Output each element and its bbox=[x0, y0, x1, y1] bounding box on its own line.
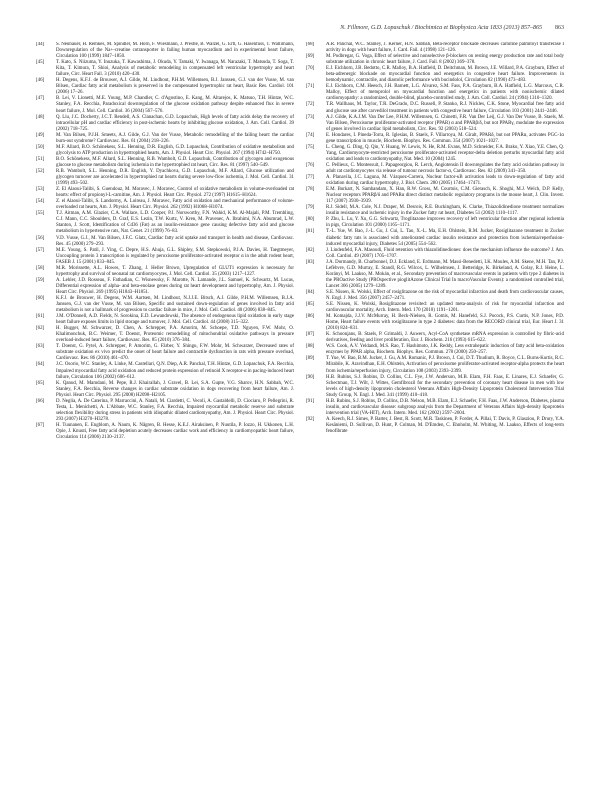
reference-item bbox=[306, 399, 564, 417]
reference-text: J.M. O'Donnell, A.D. Fields, N. Sorokina, E.D. Lewandowski, The absence of endogenous lipid oxidation in early stage heart failure exposes limits in lipid storage and turnover, J. Mol. Cell. Cardiol. 44 (2008) 315–322. bbox=[56, 314, 294, 326]
reference-item bbox=[306, 66, 564, 84]
reference-column-left bbox=[36, 42, 294, 780]
reference-item bbox=[36, 381, 294, 399]
reference-item bbox=[306, 375, 564, 399]
reference-text: S.E. Nissen, K. Wolski, Rosiglitazone revisited: an updated meta-analysis of risk for myocardial infarction and cardiovascular mortality, Arch. Intern. Med. 170 (2010) 1191–1201. bbox=[326, 302, 564, 314]
reference-number: [65] bbox=[36, 380, 45, 386]
reference-number: [62] bbox=[36, 326, 45, 332]
reference-item bbox=[36, 145, 294, 157]
reference-text: T.R. Wallhaus, M. Taylor, T.R. DeGrado, D.C. Russell, P. Stanko, R.J. Nickles, C.K. Stone, Myocardial free fatty acid and glucose use after carvedilol treatment in patients with congestive heart failure, Circulation 103 (2001) 2441–2446. bbox=[326, 102, 564, 114]
reference-number: [74] bbox=[306, 132, 315, 138]
reference-item bbox=[306, 260, 564, 290]
reference-number: [58] bbox=[36, 265, 45, 271]
reference-number: [71] bbox=[306, 84, 315, 90]
reference-text: W.S. Cook, A.V. Yeldandi, M.S. Rao, T. Hashimoto, J.K. Reddy, Less extrahepatic induction of fatty acid beta-oxidation enzymes by PPAR alpha, Biochem. Biophys. Res. Commun. 278 (2000) 250–257. bbox=[326, 344, 564, 356]
reference-number: [60] bbox=[36, 295, 45, 301]
reference-number: [75] bbox=[306, 144, 315, 150]
reference-item bbox=[36, 199, 294, 211]
reference-text: Q. Liu, J.C. Docherty, J.C.T. Rendell, A.S. Clanachan, G.D. Lopaschuk, High levels of fatty acids delay the recovery of intracellular pH and cardiac efficiency in post-ischemic hearts by inhibiting glucose oxidation, J. Am. Coll. Cardiol. 39 (2002) 718–725. bbox=[56, 114, 294, 132]
reference-number: [78] bbox=[306, 187, 315, 193]
reference-text: E.J. Eichhorn, J.B. Bedotto, C.R. Malloy, B.A. Hatfield, D. Deitchman, M. Brown, J.E. Willard, P.A. Grayburn, Effect of beta-adrenergic blockade on myocardial function and energetics in congestive heart failure. Improvements in hemodynamic, contractile, and diastolic performance with bucindolol, Circulation 82 (1990) 473–483. bbox=[326, 66, 564, 84]
page-number: 863 bbox=[555, 25, 564, 31]
reference-number: [61] bbox=[36, 314, 45, 320]
reference-number: [76] bbox=[306, 162, 315, 168]
reference-text: T. Yue, W. Bao, B.M. Jucker, J. Gu, A.M. Romanic, P.J. Brown, J. Cui, D.T. Thudium, R. Boyce, C.L. Burns-Kurtis, R.C. Mirabile, K. Aravindhan, E.H. Ohlstein, Activation of peroxisome proliferator-activated receptor-alpha protects the heart from ischemia/reperfusion injury, Circulation 108 (2003) 2393–2399. bbox=[326, 356, 564, 374]
reference-item bbox=[306, 84, 564, 102]
reference-number: [91] bbox=[306, 398, 315, 404]
reference-item bbox=[36, 314, 294, 326]
reference-number: [83] bbox=[306, 259, 315, 265]
reference-text: T.J. Aitman, A.M. Glazier, C.A. Wallace, L.D. Cooper, P.J. Norsworthy, F.N. Wahid, K.M. Al-Majali, P.M. Trembling, C.J. Mann, C.C. Shoulders, D. Graf, E.S. Lezin, T.W. Kurtz, V. Kren, M. Pravenec, A. Ibrahimi, N.A. Abumrad, L.W. Stanton, J. Scott, Identification of Cd36 (Fat) as an insulin-resistance gene causing defective fatty acid and glucose metabolism in hypertensive rats, Nat. Genet. 21 (1999) 76–83. bbox=[56, 211, 294, 235]
reference-columns bbox=[36, 42, 564, 780]
reference-number: [90] bbox=[306, 374, 315, 380]
reference-number: [86] bbox=[306, 314, 315, 320]
reference-item bbox=[36, 278, 294, 296]
reference-number: [63] bbox=[36, 344, 45, 350]
reference-text: E.J. Eichhorn, C.M. Heesch, J.H. Barnett, L.G. Alvarez, S.M. Fass, P.A. Grayburn, B.A. Hatfield, L.G. Marcoux, C.R. Malloy, Effect of metoprolol on myocardial function and energetics in patients with nonischemic dilated cardiomyopathy: a randomized, double-blind, placebo-controlled study, J. Am. Coll. Cardiol. 24 (1994) 1310–1320. bbox=[326, 84, 564, 102]
running-head: N. Fillmore, G.D. Lopaschuk / Biochimica et Biophysica Acta 1833 (2013) 857–865 bbox=[340, 25, 542, 31]
reference-item bbox=[36, 236, 294, 248]
reference-item bbox=[306, 217, 564, 229]
reference-column-right bbox=[306, 42, 564, 780]
reference-number: [73] bbox=[306, 114, 315, 120]
reference-item bbox=[306, 145, 564, 163]
reference-text: M. Komajda, J.J.V. McMurray, H. Beck-Nielsen, R. Gomis, M. Hanefeld, S.J. Pocock, P.S. Curtis, N.P. Jones, P.D. Home, Heart failure events with rosiglitazone in type 2 diabetes: data from the RECORD clinical trial, Eur. Heart J. 31 (2010) 824–831. bbox=[326, 314, 564, 332]
reference-number: [68] bbox=[306, 42, 315, 47]
reference-number: [52] bbox=[36, 168, 45, 174]
reference-item bbox=[306, 302, 564, 314]
reference-number: [54] bbox=[36, 199, 45, 205]
reference-number: [47] bbox=[36, 96, 45, 102]
reference-text: M.E. Young, S. Patil, J. Ying, C. Depre, H.S. Ahuja, G.L. Shipley, S.M. Stepkowski, P.J.A. Davies, H. Taegtmeyer, Uncoupling protein 3 transcription is regulated by peroxisome proliferator-activated receptor α in the adult rodent heart, FASEB J. 15 (2001) 833–845. bbox=[56, 247, 294, 265]
reference-number: [81] bbox=[306, 229, 315, 235]
reference-text: M. Podbregar, G. Voga, Effect of selective and nonselective β-blockers on resting energy production rate and total body substrate utilization in chronic heart failure, J. Card. Fail. 8 (2002) 369–378. bbox=[326, 54, 564, 66]
reference-number: [80] bbox=[306, 217, 315, 223]
reference-number: [82] bbox=[306, 247, 315, 253]
reference-text: T. Doenst, G. Pytel, A. Schrepper, P. Amorim, G. Färber, Y. Shingu, F.W. Mohr, M. Schwarzer, Decreased rates of substrate oxidation ex vivo predict the onset of heart failure and contractile dysfunction in rats with pressure overload, Cardiovasc. Res. 86 (2010) 461–470. bbox=[56, 344, 294, 362]
reference-item bbox=[36, 169, 294, 187]
reference-text: Z. El Alaoui-Talibi, S. Guendouz, M. Moravec, J. Moravec, Control of oxidative metabolism in volume-overloaded rat hearts: effect of propionyl-L-carnitine, Am. J. Physiol. Heart Circ. Physiol. 272 (1997) H1615–H1624. bbox=[56, 187, 294, 199]
reference-text: L. Cheng, G. Ding, Q. Qin, Y. Huang, W. Lewis, N. He, R.M. Evans, M.D. Schneider, F.A. Brako, Y. Xiao, Y.E. Chen, Q. Yang, Cardiomyocyte-restricted peroxisome proliferator-activated receptor-delta deletion perturbs myocardial fatty acid oxidation and leads to cardiomyopathy, Nat. Med. 10 (2004) 1245. bbox=[326, 144, 564, 162]
reference-item bbox=[36, 42, 294, 60]
reference-item bbox=[36, 399, 294, 423]
reference-number: [55] bbox=[36, 211, 45, 217]
reference-text: C. Pellieux, C. Montessuit, I. Papageorgiou, R. Lerch, Angiotensin II downregulates the fatty acid oxidation pathway in adult rat cardiomyocytes via release of tumour necrosis factor-α, Cardiovasc. Res. 82 (2009) 341–350. bbox=[326, 162, 564, 174]
reference-text: M. Van Bilsen, P.J.H. Smeets, A.J. Gilde, G.J. Van der Vusse, Metabolic remodelling of the failing heart: the cardiac burn-out syndrome? Cardiovasc. Res. 61 (2004) 218–226. bbox=[56, 132, 294, 144]
reference-number: [72] bbox=[306, 102, 315, 108]
reference-item bbox=[36, 344, 294, 362]
reference-item bbox=[306, 290, 564, 302]
reference-item bbox=[306, 417, 564, 435]
reference-number: [67] bbox=[36, 422, 45, 428]
reference-text: V.D. Vusse, G.J., M. Van Bilsen, J.F.C. Glatz, Cardiac fatty acid uptake and transport in health and disease, Cardiovasc. Res. 45 (2000) 279–293. bbox=[56, 235, 294, 247]
reference-text: B. Lei, V. Lionetti, M.E. Young, M.P. Chandler, C. d'Agostino, E. Kang, M. Altarejos, K. Matsuo, T.H. Hintze, W.C. Stanley, F.A. Recchia, Paradoxical downregulation of the glucose oxidation pathway despite enhanced flux in severe heart failure, J. Mol. Cell. Cardiol. 36 (2004) 567–576. bbox=[56, 96, 294, 114]
reference-text: J. Lindenfeld, F.A. Masoudi, Fluid retention with thiazolidinediones: does the mechanism influence the outcome? J. Am. Coll. Cardiol. 49 (2007) 1705–1707. bbox=[326, 247, 564, 259]
reference-number: [59] bbox=[36, 277, 45, 283]
reference-number: [64] bbox=[36, 362, 45, 368]
reference-number: [88] bbox=[306, 344, 315, 350]
reference-text: S.E. Nissen, K. Wolski, Effect of rosiglitazone on the risk of myocardial infarction and death from cardiovascular causes, N. Engl. J. Med. 356 (2007) 2457–2471. bbox=[326, 289, 564, 301]
reference-item bbox=[36, 60, 294, 78]
reference-text: R.B. Wambolt, S.L. Henning, D.R. English, Y. Dyachkova, G.D. Lopaschuk, M.F. Allard, Glucose utilization and glycogen turnover are accelerated in hypertrophied rat hearts during severe low-flow ischemia, J. Mol. Cell. Cardiol. 31 (1999) 493–502. bbox=[56, 168, 294, 187]
reference-item bbox=[306, 175, 564, 187]
reference-number: [92] bbox=[306, 416, 315, 422]
reference-text: H.B. Rubins, S.J. Robins, D. Collins, C.L. Fye, J.W. Anderson, M.B. Elam, F.H. Faas, E. Linares, E.J. Schaefer, G. Schectman, T.J. Wilt, J. Wittes, Gemfibrozil for the secondary prevention of coronary heart disease in men with low levels of high-density lipoprotein cholesterol Veterans Affairs High-Density Lipoprotein Cholesterol Intervention Trial Study Group, N. Engl. J. Med. 341 (1999) 410–418. bbox=[326, 374, 564, 398]
reference-item bbox=[36, 78, 294, 96]
reference-text: A. Keech, R.J. Simes, P. Barter, J. Best, R. Scott, M.R. Taskinen, P. Forder, A. Pillai, T. Davis, P. Glasziou, P. Drury, Y.A. Kesäniemi, D. Sullivan, D. Hunt, P. Colman, M. D'Emden, C. Ehnholm, M. Whiting, M. Laakso, Effects of long-term fenofibrate bbox=[326, 416, 564, 434]
reference-text: K. Schoonjans, B. Staels, P. Grimaldi, J. Auwerx, Acyl-CoA synthetase mRNA expression is controlled by fibric-acid derivatives, feeding and liver proliferation, Eur. J. Biochem. 216 (1993) 615–622. bbox=[326, 332, 564, 344]
reference-text: K. Qanud, M. Mamdani, M. Pepe, R.J. Khairallah, J. Gravel, B. Lei, S.A. Gupte, V.G. Sharov, H.N. Sabbah, W.C. Stanley, F.A. Recchia, Reverse changes in cardiac substrate oxidation in dogs recovering from heart failure, Am. J. Physiol. Heart Circ. Physiol. 295 (2008) H2098–H2105. bbox=[56, 380, 294, 398]
reference-text: T.-L. Yue, W. Bao, J.-L. Gu, J. Cui, L. Tao, X.-L. Ma, E.H. Ohlstein, R.M. Jucker, Rosiglitazone treatment in Zucker diabetic fatty rats is associated with ameliorated cardiac insulin resistance and protection from ischemia/reperfusion-induced myocardial injury, Diabetes 54 (2005) 554–562. bbox=[326, 229, 564, 247]
reference-text: J.C. Osorio, W.C. Stanley, A. Linke, M. Castellari, Q.N. Diep, A.R. Panchal, T.H. Hintze, G.D. Lopaschuk, F.A. Recchia, Impaired myocardial fatty acid oxidation and reduced protein expression of retinoid X receptor-α in pacing-induced heart failure, Circulation 106 (2002) 606–612. bbox=[56, 362, 294, 380]
reference-number: [85] bbox=[306, 302, 315, 308]
reference-text: B.O. Schönekess, M.F. Allard, S.L. Henning, R.B. Wambolt, G.D. Lopaschuk, Contribution of glycogen and exogenous glucose to glucose metabolism during ischemia in the hypertrophied rat heart, Circ. Res. 81 (1997) 540–549. bbox=[56, 156, 294, 168]
reference-text: A. Planavila, J.C. Laguna, M. Vázquez-Carrera, Nuclear factor-κB activation leads to down-regulation of fatty acid oxidation during cardiac hypertrophy, J. Biol. Chem. 280 (2005) 17464–17471. bbox=[326, 175, 564, 187]
reference-number: [44] bbox=[36, 42, 45, 47]
reference-item bbox=[36, 248, 294, 266]
reference-number: [49] bbox=[36, 132, 45, 138]
reference-text: R.J. Sidell, M.A. Cole, N.J. Draper, M. Desrois, R.E. Buckingham, K. Clarke, Thiazolidinedione treatment normalizes insulin resistance and ischemic injury in the Zucker fatty rat heart, Diabetes 51 (2002) 1110–1117. bbox=[326, 205, 564, 217]
reference-item bbox=[306, 356, 564, 374]
reference-number: [87] bbox=[306, 332, 315, 338]
reference-item bbox=[36, 326, 294, 344]
reference-number: [70] bbox=[306, 66, 315, 72]
reference-number: [53] bbox=[36, 187, 45, 193]
reference-number: [89] bbox=[306, 356, 315, 362]
reference-number: [48] bbox=[36, 114, 45, 120]
reference-item bbox=[36, 187, 294, 199]
reference-number: [56] bbox=[36, 235, 45, 241]
reference-item bbox=[306, 102, 564, 114]
reference-number: [77] bbox=[306, 175, 315, 181]
reference-text: H.B. Rubins, S.J. Robins, D. Collins, D.B. Nelson, M.B. Elam, E.J. Schaefer, F.H. Faas, J.W. Anderson, Diabetes, plasma insulin, and cardiovascular disease: subgroup analysis from the Department of Veterans Affairs high-density lipoprotein intervention trial (VA-HIT), Arch. Intern. Med. 162 (2002) 2597–2604. bbox=[326, 398, 564, 416]
reference-number: [66] bbox=[36, 398, 45, 404]
reference-item bbox=[306, 187, 564, 205]
reference-text: D. Neglia, A. De Caterina, P. Marraccini, A. Natali, M. Ciardetti, C. Vecoli, A. Gastaldelli, D. Ciociaro, P. Pellegrini, R. Testa, L. Menichetti, A. L'Abbate, W.C. Stanley, F.A. Recchia, Impaired myocardial metabolic reserve and substrate selection flexibility during stress in patients with idiopathic dilated cardiomyopathy, Am. J. Physiol. Heart Circ. Physiol. 293 (2007) H3270–H3278. bbox=[56, 398, 294, 422]
reference-text: S. Neubauer, H. Remkes, M. Spindler, M. Horn, F. Wiesmann, J. Prestle, B. Walzel, G. Ertl, G. Hasenfuss, T. Wallimann, Downregulation of the Na+-creatine cotransporter in failing human myocardium and in experimental heart failure, Circulation 100 (1999) 1847–1850. bbox=[56, 42, 294, 60]
reference-item bbox=[306, 332, 564, 344]
reference-number: [79] bbox=[306, 205, 315, 211]
reference-item bbox=[306, 42, 564, 54]
reference-text: E.M. Burkart, N. Sambandam, X. Han, R.W. Gross, M. Courtois, C.M. Gierasch, K. Shoghi, M.J. Welch, D.P. Kelly, Nuclear receptors PPARβ/δ and PPARα direct distinct metabolic regulatory programs in the mouse heart, J. Clin. Invest. 117 (2007) 3930–3939. bbox=[326, 187, 564, 205]
reference-text: M.F. Allard, B.O. Schönekess, S.L. Henning, D.R. English, G.D. Lopaschuk, Contribution of oxidative metabolism and glycolysis to ATP production in hypertrophied hearts, Am. J. Physiol. Heart Circ. Physiol. 267 (1994) H742–H750. bbox=[56, 144, 294, 156]
reference-text: A.R. Panchal, W.C. Stanley, J. Kerner, H.N. Sabbah, Beta-receptor blockade decreases carnitine palmitoyl transferase I activity in dogs with heart failure, J. Card. Fail. 4 (1998) 121–126. bbox=[326, 42, 564, 54]
reference-text: H. Bugger, M. Schwarzer, D. Chen, A. Schrepper, P.A. Amorim, M. Schoepe, T.D. Nguyen, F.W. Mohr, O. Khalimonchuk, B.C. Weimer, T. Doenst, Proteomic remodelling of mitochondrial oxidative pathways in pressure overload-induced heart failure, Cardiovasc. Res. 85 (2010) 376–384. bbox=[56, 326, 294, 344]
reference-item bbox=[306, 248, 564, 260]
reference-item bbox=[306, 229, 564, 247]
reference-text: K.F.J. de Brouwer, H. Degens, W.M. Aartsen, M. Lindhout, N.J.J.E. Bitsch, A.J. Gilde, P.H.M. Willemsen, B.J.A. Janssen, G.J. van der Vusse, M. van Bilsen, Specific and sustained down-regulation of genes involved in fatty acid metabolism is not a hallmark of progression to cardiac failure in mice, J. Mol. Cell. Cardiol. 40 (2006) 838–845. bbox=[56, 295, 294, 314]
reference-item bbox=[306, 314, 564, 332]
reference-item bbox=[306, 54, 564, 66]
reference-text: H. Tuunanen, E. Engblom, A. Naum, K. Någren, B. Hesse, K.E.J. Airaksinen, P. Nuutila, P. Iozzo, H. Ukkonen, L.H. Opie, J. Knuuti, Free fatty acid depletion acutely decreases cardiac work and efficiency in cardiomyopathic heart failure, Circulation 114 (2006) 2130–2137. bbox=[56, 422, 294, 441]
reference-text: P. Zhu, L. Lu, Y. Xu, G.G. Schwartz, Troglitazone improves recovery of left ventricular function after regional ischemia in pigs, Circulation 101 (2000) 1165–1171. bbox=[326, 217, 564, 229]
reference-item bbox=[306, 205, 564, 217]
reference-item bbox=[36, 96, 294, 114]
reference-number: [84] bbox=[306, 289, 315, 295]
reference-text: T. Kato, S. Niizuma, Y. Inuzuka, T. Kawashima, J. Okuda, Y. Tamaki, Y. Iwanaga, M. Narazaki, T. Matsuda, T. Soga, T. Kita, T. Kimura, T. Shioi, Analysis of metabolic remodeling in compensated left ventricular hypertrophy and heart failure, Circ. Heart Fail. 3 (2010) 420–430. bbox=[56, 60, 294, 78]
reference-text: H. Degens, K.F.J. de Brouwer, A.J. Gilde, M. Lindhout, P.H.M. Willemsen, B.J. Janssen, G.J. van der Vusse, M. van Bilsen, Cardiac fatty acid metabolism is preserved in the compensated hypertrophic rat heart, Basic Res. Cardiol. 101 (2006) 17–26. bbox=[56, 78, 294, 96]
reference-item bbox=[36, 211, 294, 235]
reference-text: J.A. Dormandy, B. Charbonnel, D.J. Eckland, E. Erdmann, M. Massi-Benedetti, I.K. Moules, A.M. Skene, M.H. Tan, P.J. Lefèbvre, G.D. Murray, E. Standl, R.G. Wilcox, L. Wilhelmsen, J. Betteridge, K. Birkeland, A. Golay, R.J. Heine, L. Korányi, M. Laakso, M. Mokán, et al., Secondary prevention of macrovascular events in patients with type 2 diabetes in the PROactive Study (PROspective pioglitAzone Clinical Trial In macroVascular Events): a randomised controlled trial, Lancet 366 (2005) 1279–1289. bbox=[326, 259, 564, 289]
reference-item bbox=[36, 296, 294, 314]
reference-number: [69] bbox=[306, 54, 315, 60]
reference-item bbox=[36, 133, 294, 145]
reference-number: [46] bbox=[36, 78, 45, 84]
reference-item bbox=[306, 115, 564, 133]
reference-text: M.R. Morissette, A.L. Howes, T. Zhang, J. Heller Brown, Upregulation of GLUT1 expression is necessary for hypertrophy and survival of neonatal rat cardiomyocytes, J. Mol. Cell. Cardiol. 35 (2003) 1217–1227. bbox=[56, 265, 294, 277]
reference-item bbox=[306, 344, 564, 356]
reference-item bbox=[306, 163, 564, 175]
reference-text: E. Hondares, I. Pineda-Torra, R. Iglesias, B. Staels, F. Villarroya, M. Giralt, PPARδ, but not PPARα, activates PGC-1α gene transcription in muscle, Biochem. Biophys. Res. Commun. 354 (2007) 1021–1027. bbox=[326, 132, 564, 144]
reference-number: [51] bbox=[36, 156, 45, 162]
reference-number: [57] bbox=[36, 247, 45, 253]
reference-number: [45] bbox=[36, 60, 45, 66]
reference-text: A. Lehler, J.D. Rosseau, F. Fathadian, C. Wisnewsky, F. Marotte, N. Lamande, J.L. Samuel, K. Schwartz, M. Lucas, Differential expression of alpha- and beta-enolase genes during rat heart development and hypertrophy, Am. J. Physiol. Heart Circ. Physiol. 269 (1995) H1843–H1851. bbox=[56, 277, 294, 295]
reference-item bbox=[36, 423, 294, 441]
reference-item bbox=[36, 266, 294, 278]
reference-item bbox=[36, 362, 294, 380]
reference-text: A.J. Gilde, K.A.J.M. Van Der Lee, P.H.M. Willemsen, G. Chinetti, F.R. Van Der Leij, G.J. Van Der Vusse, B. Staels, M. Van Bilsen, Peroxisome proliferator-activated receptor (PPAR) α and PPARβ/δ, but not PPARγ, modulate the expression of genes involved in cardiac lipid metabolism, Circ. Res. 92 (2003) 518–524. bbox=[326, 114, 564, 132]
reference-text: Z. el Alaoui-Talibi, S. Landormy, A. Loireau, J. Moravec, Fatty acid oxidation and mechanical performance of volume-overloaded rat hearts, Am. J. Physiol. Heart Circ. Physiol. 262 (1992) H1068–H1074. bbox=[56, 199, 294, 211]
reference-item bbox=[36, 115, 294, 133]
reference-item bbox=[306, 133, 564, 145]
page-header bbox=[36, 24, 564, 34]
reference-number: [50] bbox=[36, 144, 45, 150]
reference-item bbox=[36, 157, 294, 169]
